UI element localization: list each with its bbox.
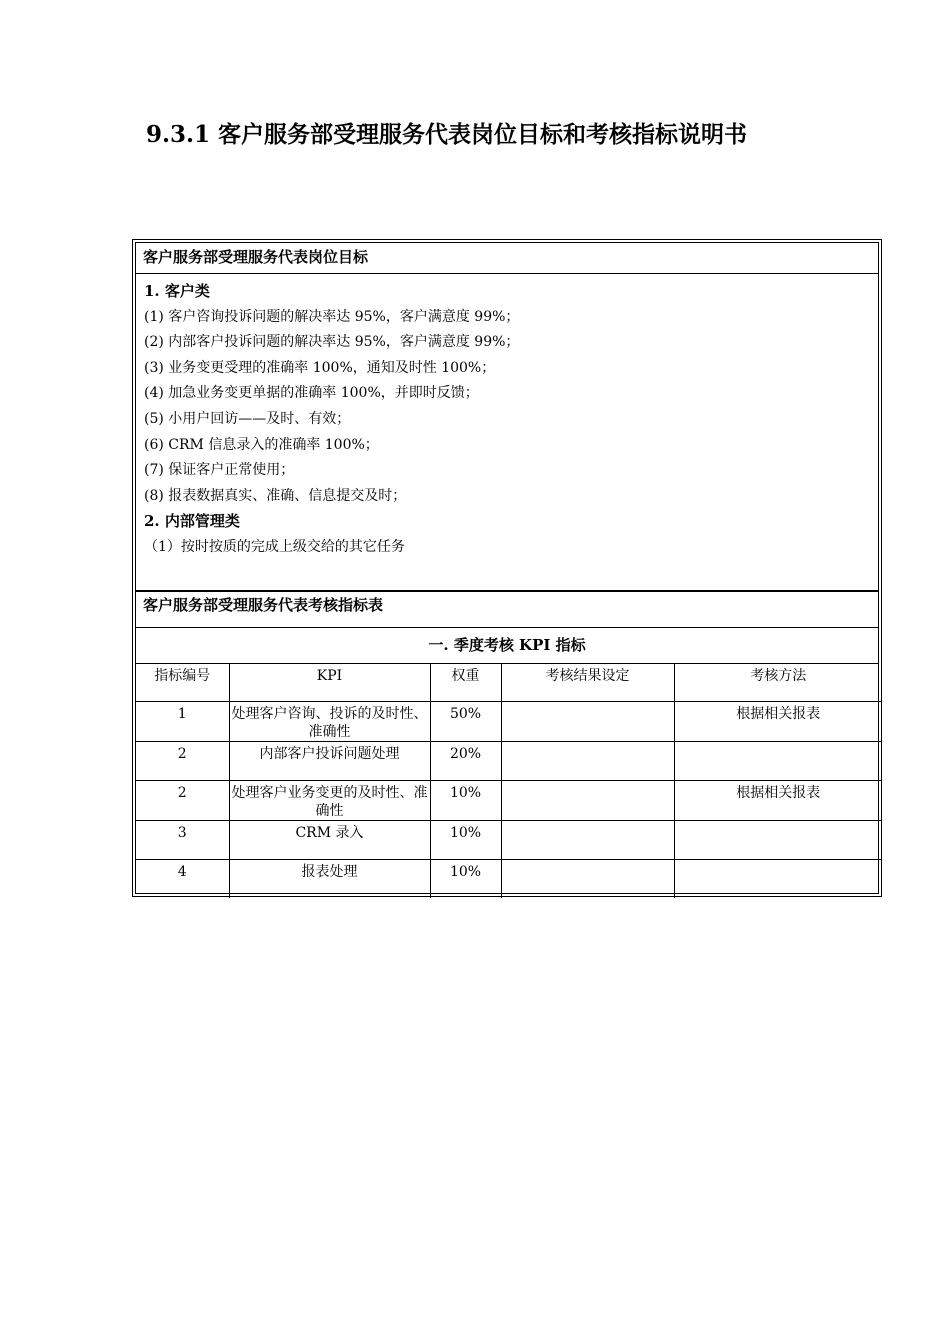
cell-no: 3 bbox=[136, 821, 229, 860]
document-title: 9.3.1 客户服务部受理服务代表岗位目标和考核指标说明书 bbox=[146, 121, 748, 148]
table-row bbox=[136, 821, 882, 860]
cell-result bbox=[501, 702, 674, 742]
cell-kpi: CRM 录入 bbox=[229, 821, 430, 860]
column-header-kpi: KPI bbox=[229, 664, 430, 702]
kpi-table bbox=[136, 664, 882, 898]
goals-section-customer-title: 1. 客户类 bbox=[144, 282, 210, 300]
table-row bbox=[136, 781, 882, 821]
table-row bbox=[136, 860, 882, 899]
kpi-table-header-row bbox=[136, 664, 882, 702]
document-table bbox=[135, 242, 879, 894]
table-row bbox=[136, 742, 882, 781]
column-header-weight: 权重 bbox=[430, 664, 501, 702]
goal-item: (4) 加急业务变更单据的准确率 100%，并即时反馈； bbox=[144, 385, 479, 402]
cell-method bbox=[674, 821, 882, 860]
cell-kpi: 报表处理 bbox=[229, 860, 430, 899]
goals-section-border bbox=[136, 243, 878, 591]
goal-item: (1) 客户咨询投诉问题的解决率达 95%，客户满意度 99%； bbox=[144, 308, 520, 325]
goal-item: (8) 报表数据真实、准确、信息提交及时； bbox=[144, 487, 407, 504]
cell-result bbox=[501, 781, 674, 821]
cell-kpi: 处理客户业务变更的及时性、准确性 bbox=[229, 781, 430, 821]
cell-weight: 20% bbox=[430, 742, 501, 781]
cell-no: 2 bbox=[136, 781, 229, 821]
goal-item: (7) 保证客户正常使用； bbox=[144, 462, 295, 479]
kpi-subheader: 一. 季度考核 KPI 指标 bbox=[136, 628, 878, 664]
document-table-frame bbox=[132, 239, 882, 897]
cell-result bbox=[501, 742, 674, 781]
cell-method bbox=[674, 742, 882, 781]
cell-result bbox=[501, 860, 674, 899]
cell-method: 根据相关报表 bbox=[674, 702, 882, 742]
goal-item: (6) CRM 信息录入的准确率 100%； bbox=[144, 436, 379, 453]
cell-no: 2 bbox=[136, 742, 229, 781]
kpi-header: 客户服务部受理服务代表考核指标表 bbox=[136, 591, 878, 628]
cell-result bbox=[501, 821, 674, 860]
cell-weight: 10% bbox=[430, 781, 501, 821]
goal-item: （1）按时按质的完成上级交给的其它任务 bbox=[144, 538, 405, 555]
column-header-method: 考核方法 bbox=[674, 664, 882, 702]
table-row bbox=[136, 702, 882, 742]
cell-weight: 50% bbox=[430, 702, 501, 742]
goals-section-internal-title: 2. 内部管理类 bbox=[144, 512, 240, 531]
goal-item: (3) 业务变更受理的准确率 100%，通知及时性 100%； bbox=[144, 359, 496, 376]
cell-method: 根据相关报表 bbox=[674, 781, 882, 821]
goal-item: (2) 内部客户投诉问题的解决率达 95%，客户满意度 99%； bbox=[144, 334, 520, 351]
cell-weight: 10% bbox=[430, 821, 501, 860]
cell-method bbox=[674, 860, 882, 899]
cell-weight: 10% bbox=[430, 860, 501, 899]
cell-kpi: 内部客户投诉问题处理 bbox=[229, 742, 430, 781]
column-header-result: 考核结果设定 bbox=[501, 664, 674, 702]
goal-item: (5) 小用户回访——及时、有效； bbox=[144, 410, 351, 427]
column-header-no: 指标编号 bbox=[136, 664, 229, 702]
goals-header: 客户服务部受理服务代表岗位目标 bbox=[136, 243, 878, 274]
cell-no: 4 bbox=[136, 860, 229, 899]
cell-kpi: 处理客户咨询、投诉的及时性、准确性 bbox=[229, 702, 430, 742]
cell-no: 1 bbox=[136, 702, 229, 742]
